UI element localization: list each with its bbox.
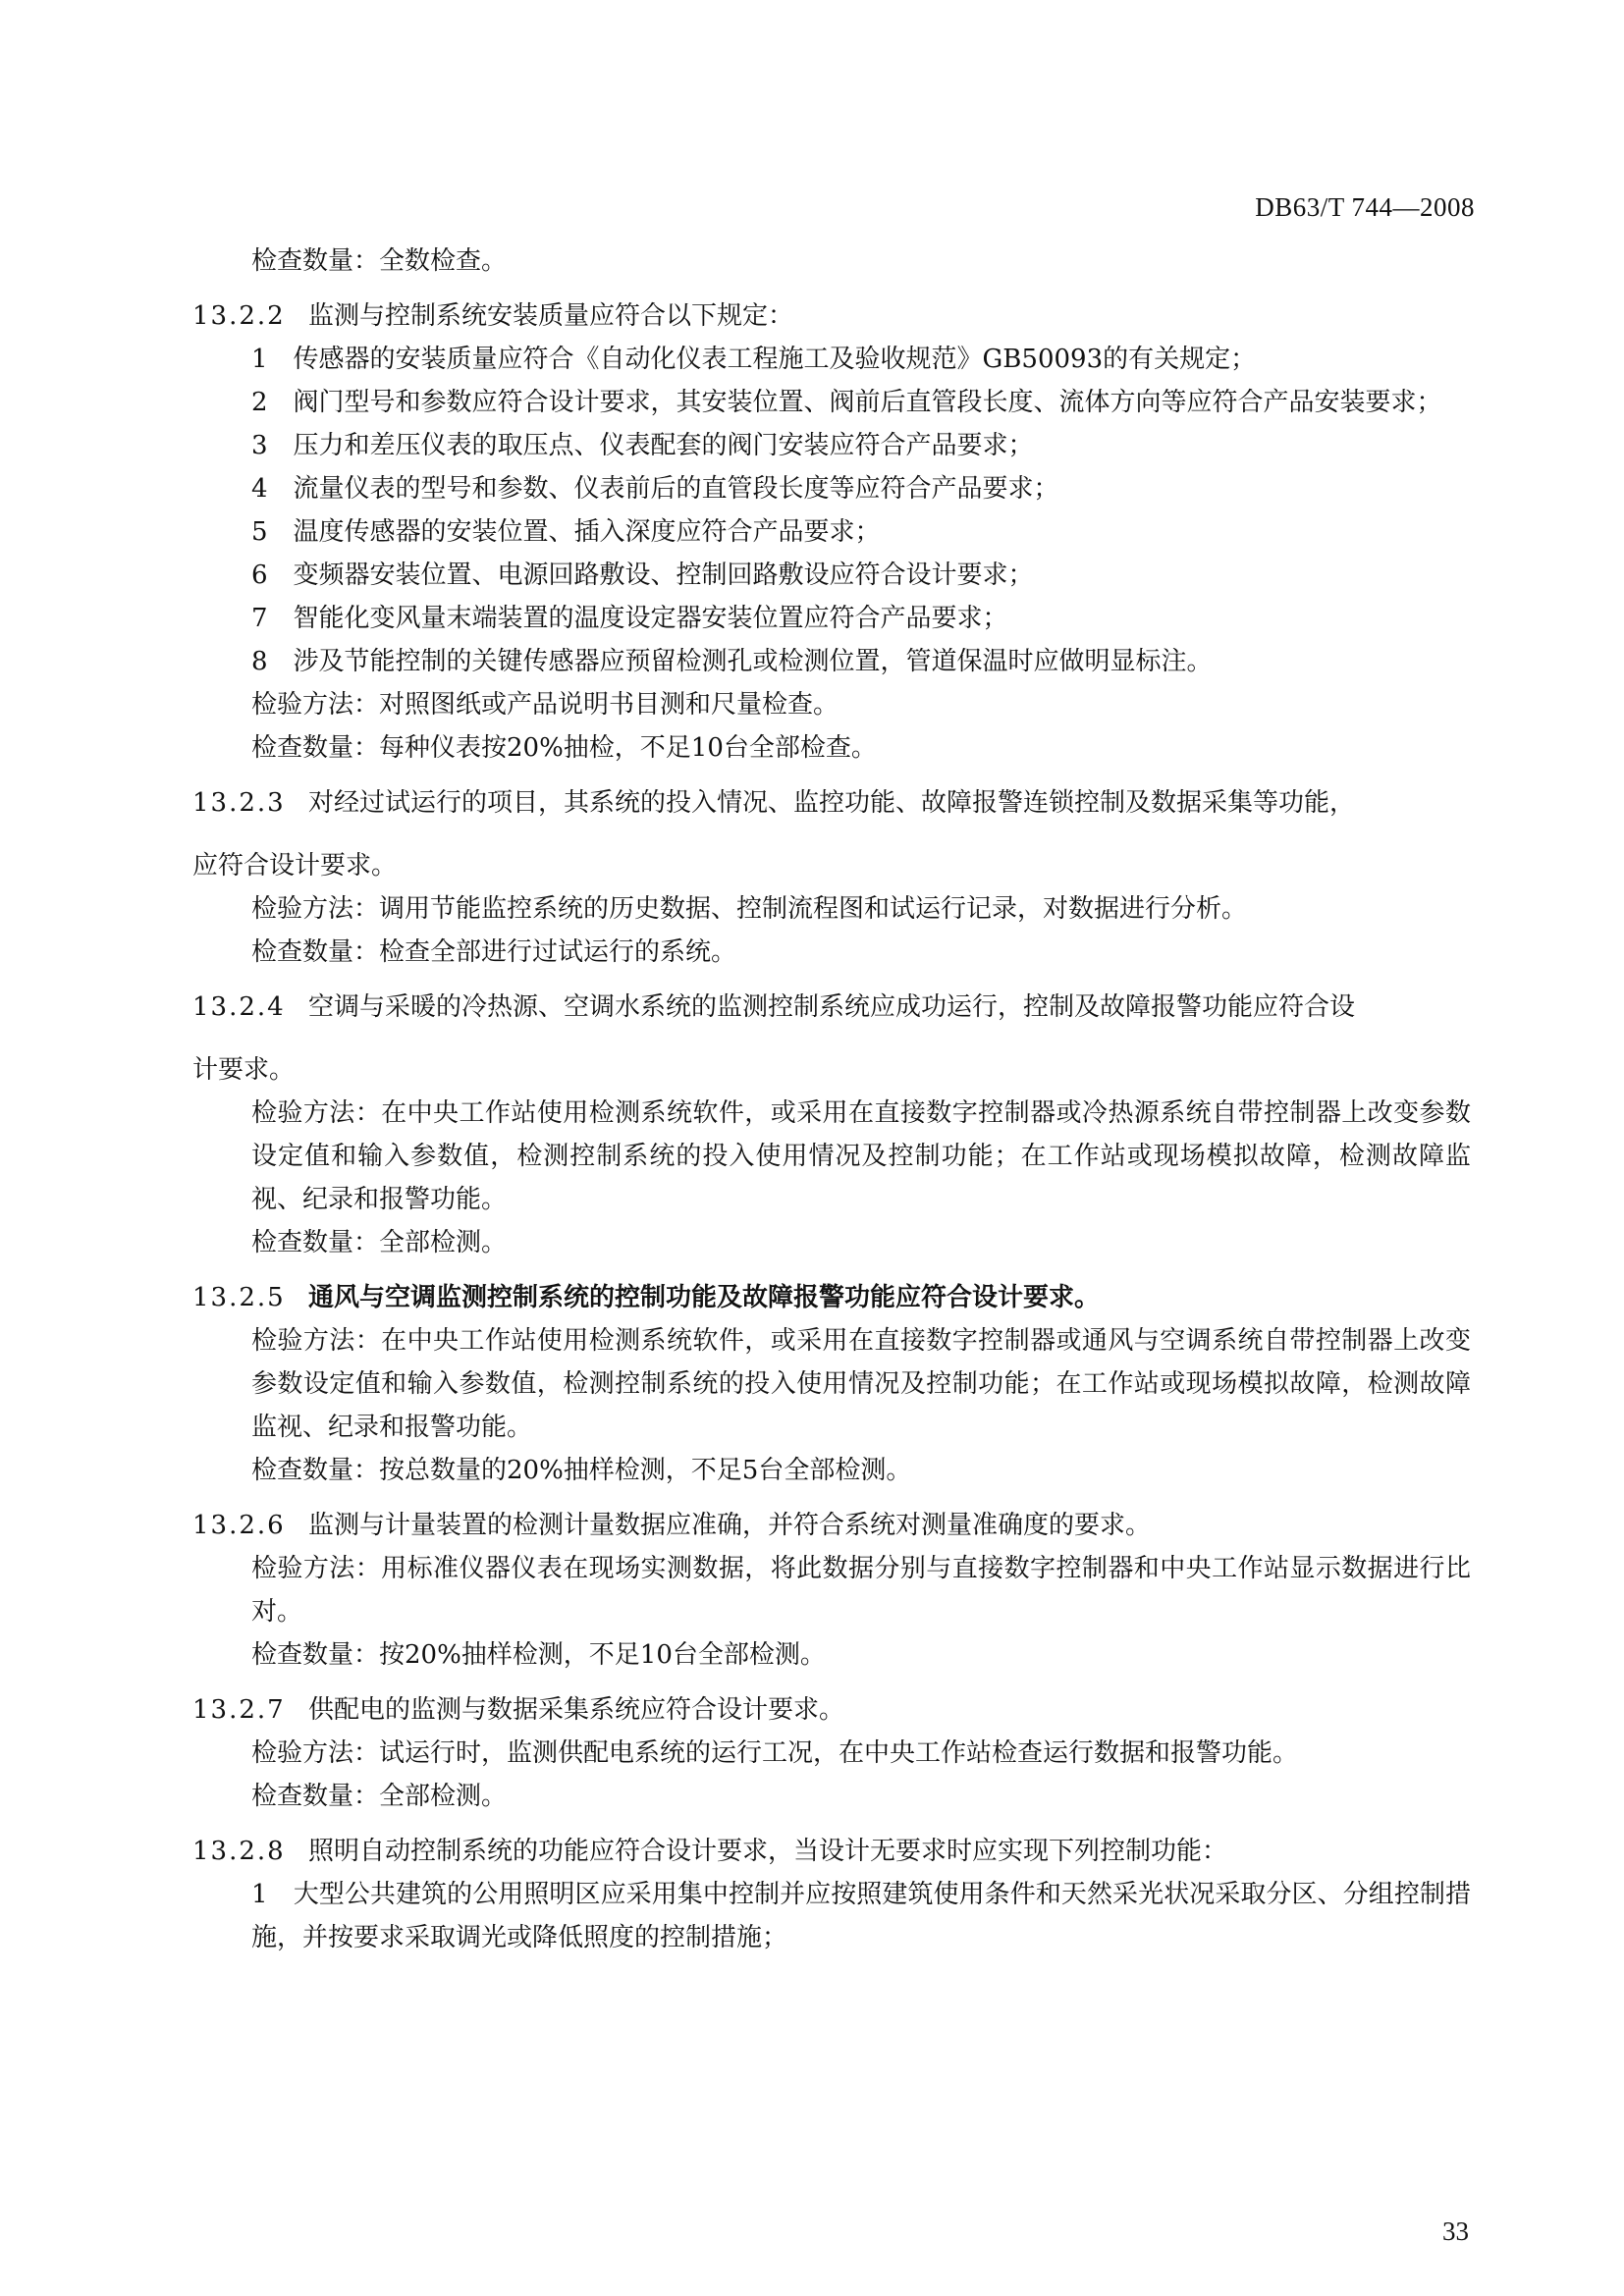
list-item: 4 流量仪表的型号和参数、仪表前后的直管段长度等应符合产品要求； [251,474,1059,504]
clause-number: 13.2.3 [192,788,286,818]
clause-13-2-7-heading [192,1688,1471,1732]
clause-number: 13.2.8 [192,1837,286,1866]
clause-13-2-4-heading [192,986,1471,1029]
clause-title: 对经过试运行的项目，其系统的投入情况、监控功能、故障报警连锁控制及数据采集等功能， [308,788,1356,818]
clause-13-2-3-heading [192,781,1471,825]
inspection-quantity: 检查数量：按总数量的20%抽样检测，不足5台全部检测。 [251,1456,912,1485]
list-item: 5 温度传感器的安装位置、插入深度应符合产品要求； [251,517,881,547]
clause-number: 13.2.5 [192,1283,286,1312]
clause-title-continued: 计要求。 [192,1055,296,1085]
body-text [192,240,1471,1959]
inspection-method: 检验方法：试运行时，监测供配电系统的运行工况，在中央工作站检查运行数据和报警功能。 [251,1738,1299,1768]
clause-number: 13.2.2 [192,301,286,331]
clause-title: 照明自动控制系统的功能应符合设计要求，当设计无要求时应实现下列控制功能： [308,1837,1228,1866]
standard-code: DB63/T 744—2008 [1255,192,1475,222]
inspection-quantity: 检查数量：全部检测。 [251,1228,508,1257]
inspection-quantity: 检查数量：检查全部进行过试运行的系统。 [251,937,737,967]
clause-number: 13.2.7 [192,1695,286,1725]
clause-title: 监测与控制系统安装质量应符合以下规定： [308,301,794,331]
inspection-method: 检验方法：用标准仪器仪表在现场实测数据，将此数据分别与直接数字控制器和中央工作站显示数据进行比对。 [251,1554,1471,1627]
list-item: 7 智能化变风量末端装置的温度设定器安装位置应符合产品要求； [251,604,1008,633]
inspection-method: 检验方法：调用节能监控系统的历史数据、控制流程图和试运行记录，对数据进行分析。 [251,894,1248,924]
inspection-method: 检验方法：在中央工作站使用检测系统软件，或采用在直接数字控制器或通风与空调系统自带控制器上改变参数设定值和输入参数值，检测控制系统的投入使用情况及控制功能；在工作站或现场模拟故障，检测故障监视、纪录和报警功能。 [251,1326,1471,1442]
list-item: 3 压力和差压仪表的取压点、仪表配套的阀门安装应符合产品要求； [251,431,1034,460]
inspection-method: 检验方法：在中央工作站使用检测系统软件，或采用在直接数字控制器或冷热源系统自带控制器上改变参数设定值和输入参数值，检测控制系统的投入使用情况及控制功能；在工作站或现场模拟故障，检测故障监视、纪录和报警功能。 [251,1098,1471,1214]
inspection-quantity: 检查数量：全部检测。 [251,1782,508,1811]
clause-title: 供配电的监测与数据采集系统应符合设计要求。 [308,1695,845,1725]
list-item: 2 阀门型号和参数应符合设计要求，其安装位置、阀前后直管段长度、流体方向等应符合产品安装要求； [251,388,1442,417]
clause-title: 监测与计量装置的检测计量数据应准确，并符合系统对测量准确度的要求。 [308,1511,1152,1540]
inspection-quantity: 检查数量：每种仪表按20%抽检，不足10台全部检查。 [251,733,877,763]
clause-13-2-2-heading [192,294,1471,338]
clause-number: 13.2.6 [192,1511,286,1540]
clause-title: 空调与采暖的冷热源、空调水系统的监测控制系统应成功运行，控制及故障报警功能应符合设 [308,992,1356,1022]
clause-title: 通风与空调监测控制系统的控制功能及故障报警功能应符合设计要求。 [308,1283,1101,1312]
list-item: 8 涉及节能控制的关键传感器应预留检测孔或检测位置，管道保温时应做明显标注。 [251,647,1213,676]
inspection-quantity: 检查数量：按20%抽样检测，不足10台全部检测。 [251,1640,826,1670]
paragraph: 检查数量：全数检查。 [251,246,508,276]
clause-title-continued: 应符合设计要求。 [192,851,398,881]
page-number: 33 [1442,2216,1469,2246]
inspection-method: 检验方法：对照图纸或产品说明书目测和尺量检查。 [251,690,839,720]
clause-13-2-5-heading [192,1276,1471,1319]
list-item: 1 传感器的安装质量应符合《自动化仪表工程施工及验收规范》GB50093的有关规定； [251,345,1257,374]
clause-13-2-6-heading [192,1504,1471,1547]
clause-13-2-8-heading [192,1830,1471,1873]
list-item: 1 大型公共建筑的公用照明区应采用集中控制并应按照建筑使用条件和天然采光状况采取分区、分组控制措施，并按要求采取调光或降低照度的控制措施； [251,1880,1471,1952]
list-item: 6 变频器安装位置、电源回路敷设、控制回路敷设应符合设计要求； [251,561,1034,590]
clause-number: 13.2.4 [192,992,286,1022]
